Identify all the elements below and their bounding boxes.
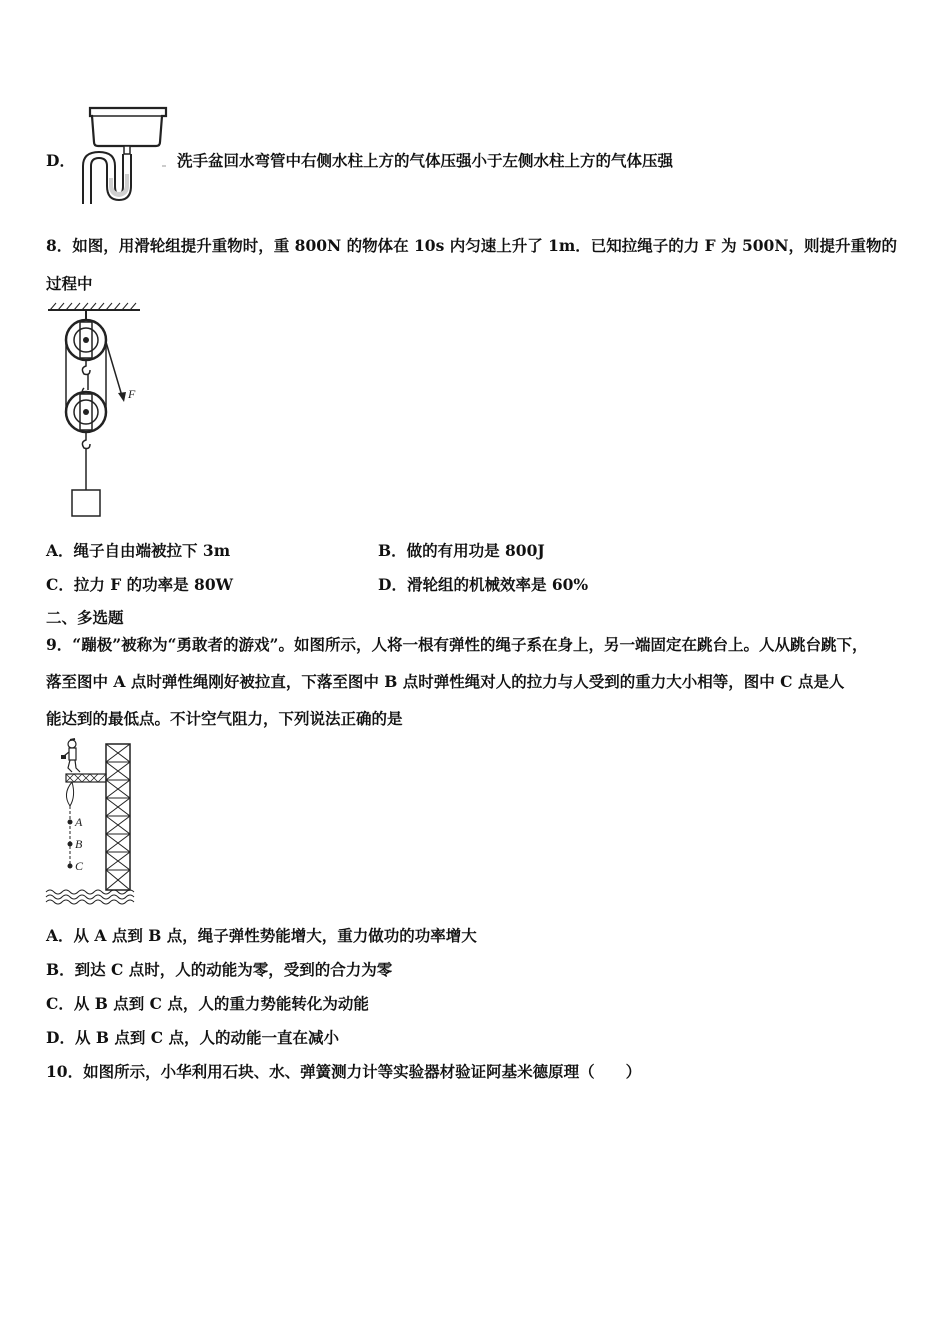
q9-option-d: D．从 B 点到 C 点，人的动能一直在减小	[46, 1028, 339, 1047]
q8-option-b: B．做的有用功是 800J	[378, 541, 545, 560]
bungee-jump-figure	[44, 736, 140, 908]
q8-stem-line2: 过程中	[46, 274, 93, 293]
point-a	[68, 820, 73, 825]
point-c	[68, 864, 73, 869]
force-label-f: F	[128, 387, 136, 401]
label-a: A	[75, 815, 83, 829]
q8-option-d: D．滑轮组的机械效率是 60%	[378, 575, 589, 594]
pulley-system-figure	[40, 300, 150, 522]
point-b	[68, 842, 73, 847]
q9-option-b: B．到达 C 点时，人的动能为零，受到的合力为零	[46, 960, 393, 979]
q8-option-a: A．绳子自由端被拉下 3m	[46, 541, 231, 560]
q7-option-d-label: D．	[46, 151, 75, 170]
label-b: B	[75, 837, 83, 851]
sink-trap-figure	[76, 104, 172, 208]
q9-stem-line1: 9．“蹦极”被称为“勇敢者的游戏”。如图所示，人将一根有弹性的绳子系在身上，另一端固定在跳台上。人从跳台跳下，	[46, 635, 868, 654]
q7-option-d-text: 洗手盆回水弯管中右侧水柱上方的气体压强小于左侧水柱上方的气体压强	[177, 151, 674, 170]
q9-stem-line3: 能达到的最低点。不计空气阻力，下列说法正确的是	[46, 709, 403, 728]
weight-block	[72, 490, 100, 516]
label-c: C	[75, 859, 84, 873]
q9-stem-line2: 落至图中 A 点时弹性绳刚好被拉直，下落至图中 B 点时弹性绳对人的拉力与人受到的重力大小相等，图中 C 点是人	[46, 672, 845, 691]
q8-stem-line1: 8．如图，用滑轮组提升重物时，重 800N 的物体在 10s 内匀速上升了 1m．已知拉绳子的力 F 为 500N，则提升重物的	[46, 236, 897, 255]
q8-option-c: C．拉力 F 的功率是 80W	[46, 575, 234, 594]
q10-stem: 10．如图所示，小华利用石块、水、弹簧测力计等实验器材验证阿基米德原理（ ）	[46, 1062, 642, 1081]
q9-option-a: A．从 A 点到 B 点，绳子弹性势能增大，重力做功的功率增大	[46, 926, 477, 945]
q9-option-c: C．从 B 点到 C 点，人的重力势能转化为动能	[46, 994, 369, 1013]
section-heading-multi-choice: 二、多选题	[46, 608, 124, 627]
